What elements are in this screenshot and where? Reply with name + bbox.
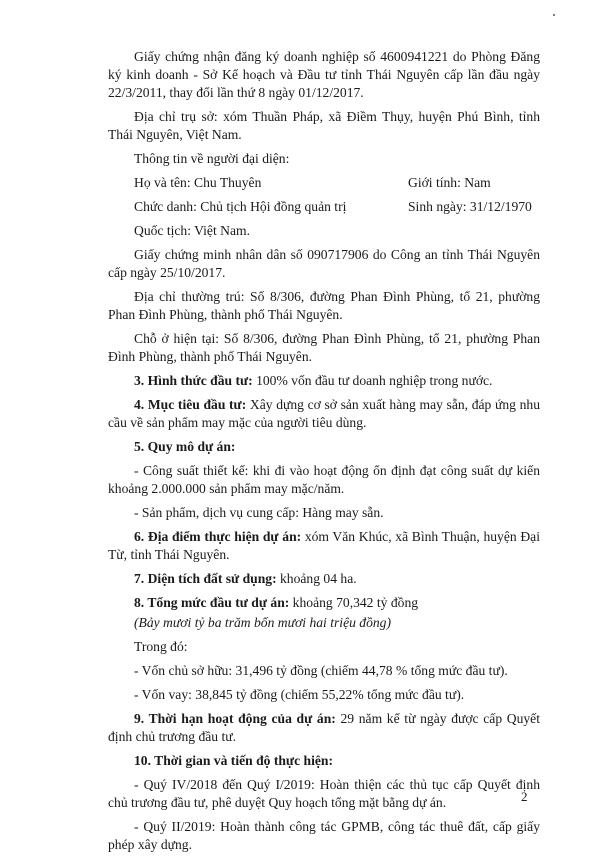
current-address: Chỗ ở hiện tại: Số 8/306, đường Phan Đình Phùng, tổ 21, phường Phan Đình Phùng, thành phố Thái Nguyên.	[108, 331, 540, 364]
section-8-text: khoảng 70,342 tỷ đồng	[289, 595, 419, 610]
section-9-label: 9. Thời hạn hoạt động của dự án:	[134, 711, 336, 726]
section-6-text: xóm Văn Khúc, xã Bình Thuận, huyện Đại Từ, tỉnh Thái Nguyên.	[108, 529, 540, 562]
page-number: 2	[521, 789, 528, 804]
representative-heading: Thông tin về người đại diện:	[134, 151, 290, 166]
section-7-label: 7. Diện tích đất sử dụng:	[134, 571, 277, 586]
section-4-label: 4. Mục tiêu đầu tư:	[134, 397, 247, 412]
section-3-label: 3. Hình thức đầu tư:	[134, 373, 253, 388]
section-4	[108, 396, 540, 432]
scan-speck	[553, 14, 555, 16]
permanent-address: Địa chỉ thường trú: Số 8/306, đường Phan Đình Phùng, tổ 21, phường Phan Đình Phùng, thành phố Thái Nguyên.	[108, 289, 540, 322]
section-6-label: 6. Địa điểm thực hiện dự án:	[134, 529, 302, 544]
section-5-capacity: - Công suất thiết kế: khi đi vào hoạt động ổn định đạt công suất dự kiến khoảng 2.000.000 sản phẩm may mặc/năm.	[108, 463, 540, 496]
representative-gender: Giới tính: Nam	[408, 175, 491, 190]
id-card: Giấy chứng minh nhân dân số 090717906 do Công an tỉnh Thái Nguyên cấp ngày 25/10/2017.	[108, 247, 540, 280]
representative-name-row	[108, 174, 540, 192]
head-office-address: Địa chỉ trụ sở: xóm Thuần Pháp, xã Điềm Thụy, huyện Phú Bình, tỉnh Thái Nguyên, Việt Nam.	[108, 109, 540, 142]
section-7-text: khoảng 04 ha.	[276, 571, 357, 586]
business-registration: Giấy chứng nhận đăng ký doanh nghiệp số 4600941221 do Phòng Đăng ký kinh doanh - Sở Kế hoạch và Đầu tư tỉnh Thái Nguyên cấp lần đầu ngày 22/3/2011, thay đổi lần thứ 8 ngày 01/12/2017.	[108, 49, 540, 100]
section-8-breakdown-heading: Trong đó:	[134, 639, 188, 654]
section-10-label: 10. Thời gian và tiến độ thực hiện:	[134, 753, 333, 768]
document-body	[108, 48, 540, 860]
section-3	[108, 372, 540, 390]
representative-birthdate: Sinh ngày: 31/12/1970	[408, 199, 532, 214]
section-10-phase-2: - Quý II/2019: Hoàn thành công tác GPMB, công tác thuê đất, cấp giấy phép xây dựng.	[108, 819, 540, 852]
section-3-text: 100% vốn đầu tư doanh nghiệp trong nước.	[252, 373, 493, 388]
section-8-in-words: (Bảy mươi tỷ ba trăm bốn mươi hai triệu đồng)	[134, 615, 392, 630]
nationality: Quốc tịch: Việt Nam.	[134, 223, 250, 238]
section-8	[108, 594, 540, 612]
section-7	[108, 570, 540, 588]
section-8-label: 8. Tổng mức đầu tư dự án:	[134, 595, 290, 610]
section-4-text: Xây dựng cơ sở sản xuất hàng may sẵn, đáp ứng nhu cầu về sản phẩm may mặc của người tiêu dùng.	[108, 397, 540, 430]
section-8-loan: - Vốn vay: 38,845 tỷ đồng (chiếm 55,22% tổng mức đầu tư).	[134, 687, 465, 702]
section-9-text: 29 năm kể từ ngày được cấp Quyết định chủ trương đầu tư.	[108, 711, 540, 744]
section-10-phase-1: - Quý IV/2018 đến Quý I/2019: Hoàn thiện các thủ tục cấp Quyết định chủ trương đầu tư, phê duyệt Quy hoạch tổng mặt bằng dự án.	[108, 777, 540, 810]
section-8-equity: - Vốn chủ sở hữu: 31,496 tỷ đồng (chiếm 44,78 % tổng mức đầu tư).	[134, 663, 508, 678]
section-9	[108, 710, 540, 746]
representative-title-row	[108, 198, 540, 216]
section-5-products: - Sản phẩm, dịch vụ cung cấp: Hàng may sẵn.	[134, 505, 384, 520]
section-5-label: 5. Quy mô dự án:	[134, 439, 236, 454]
section-6	[108, 528, 540, 564]
representative-name: Họ và tên: Chu Thuyên	[134, 175, 262, 190]
representative-title: Chức danh: Chủ tịch Hội đồng quản trị	[134, 199, 347, 214]
